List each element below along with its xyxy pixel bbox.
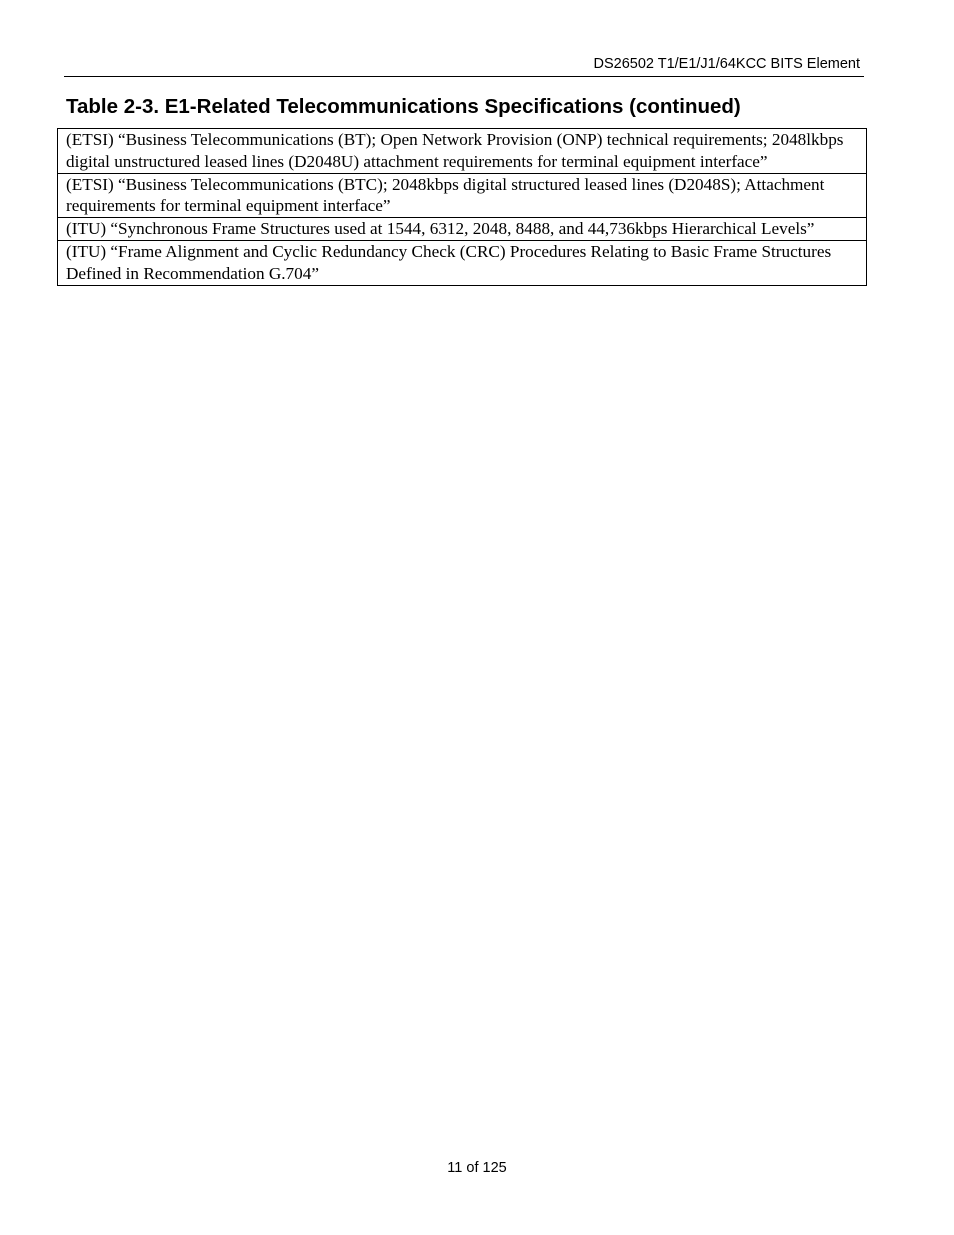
table-row [58, 173, 867, 218]
table-cell: (ETSI) “Business Telecommunications (BT); Open Network Provision (ONP) technical requirements; 2048lkbps digital unstructured leased lines (D2048U) attachment requirements for terminal equipment interface” [58, 129, 867, 174]
table-row [58, 240, 867, 285]
table-cell: (ITU) “Synchronous Frame Structures used at 1544, 6312, 2048, 8488, and 44,736kbps Hierarchical Levels” [58, 218, 867, 241]
table-row [58, 218, 867, 241]
table-title: Table 2-3. E1-Related Telecommunications Specifications (continued) [66, 95, 741, 118]
running-header: DS26502 T1/E1/J1/64KCC BITS Element [593, 56, 860, 72]
spec-table [57, 128, 867, 286]
table-cell: (ITU) “Frame Alignment and Cyclic Redundancy Check (CRC) Procedures Relating to Basic Frame Structures Defined in Recommendation G.704” [58, 240, 867, 285]
page-number: 11 of 125 [447, 1160, 507, 1176]
table-cell: (ETSI) “Business Telecommunications (BTC); 2048kbps digital structured leased lines (D2048S); Attachment requirements for terminal equipment interface” [58, 173, 867, 218]
table-row [58, 129, 867, 174]
header-rule [64, 76, 864, 77]
